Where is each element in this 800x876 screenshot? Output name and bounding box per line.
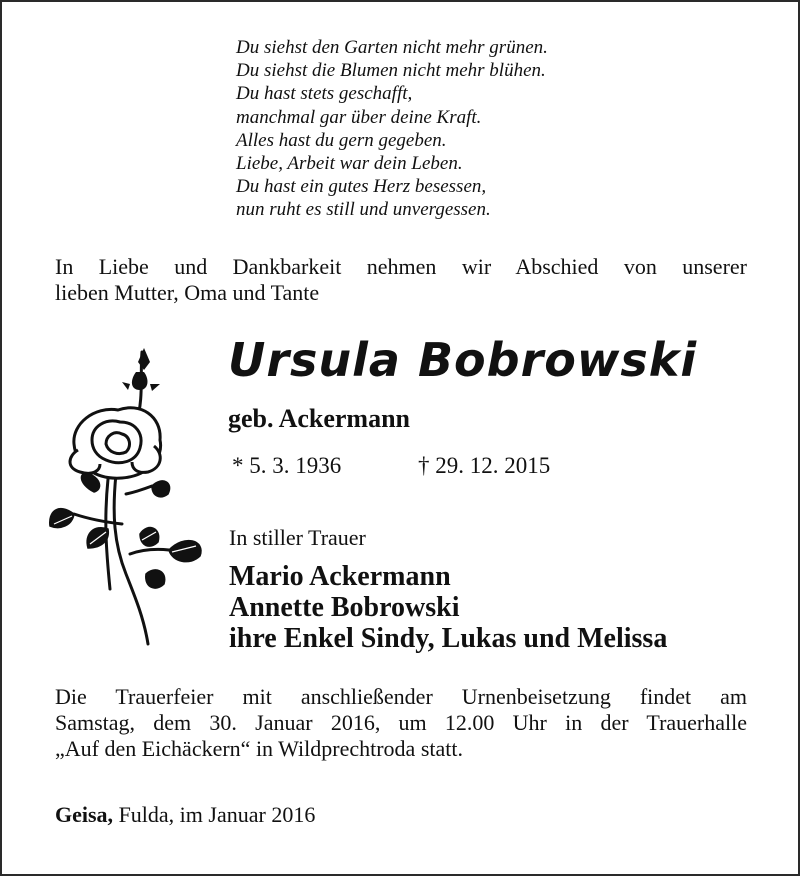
poem-line: Du hast stets geschafft,: [236, 83, 413, 105]
intro-text: [55, 254, 747, 306]
signature-place: Geisa,: [55, 802, 114, 827]
service-line: Samstag, dem 30. Januar 2016, um 12.00 Uhr in der Trauerhalle: [55, 710, 747, 735]
mourners-list: [229, 561, 667, 654]
poem-line: Alles hast du gern gegeben.: [236, 129, 447, 151]
birth-date: * 5. 3. 1936: [232, 453, 342, 478]
poem: [236, 36, 756, 222]
poem-line: manchmal gar über deine Kraft.: [236, 106, 482, 128]
poem-line: Du hast ein gutes Herz besessen,: [236, 176, 487, 198]
poem-line: nun ruht es still und unvergessen.: [236, 199, 491, 221]
service-info: [55, 684, 747, 762]
poem-line: Du siehst den Garten nicht mehr grünen.: [236, 37, 548, 58]
signature-rest: Fulda, im Januar 2016: [113, 802, 316, 827]
intro-line: In Liebe und Dankbarkeit nehmen wir Abschied von unserer: [55, 254, 747, 279]
intro-line: lieben Mutter, Oma und Tante: [55, 280, 320, 305]
mourning-label: In stiller Trauer: [229, 525, 366, 550]
maiden-name: geb. Ackermann: [228, 404, 410, 433]
mourner-name: ihre Enkel Sindy, Lukas und Melissa: [229, 623, 668, 654]
deceased-name: Ursula Bobrowski: [228, 333, 698, 387]
mourner-name: Mario Ackermann: [229, 561, 451, 592]
death-date: † 29. 12. 2015: [418, 453, 551, 478]
mourner-name: Annette Bobrowski: [229, 592, 460, 623]
rose-icon: [44, 344, 214, 654]
signature-line: [55, 802, 315, 828]
service-line: „Auf den Eichäckern“ in Wildprechtroda statt.: [55, 736, 463, 761]
poem-line: Liebe, Arbeit war dein Leben.: [236, 153, 463, 175]
poem-line: Du siehst die Blumen nicht mehr blühen.: [236, 60, 546, 82]
service-line: Die Trauerfeier mit anschließender Urnenbeisetzung findet am: [55, 684, 747, 709]
